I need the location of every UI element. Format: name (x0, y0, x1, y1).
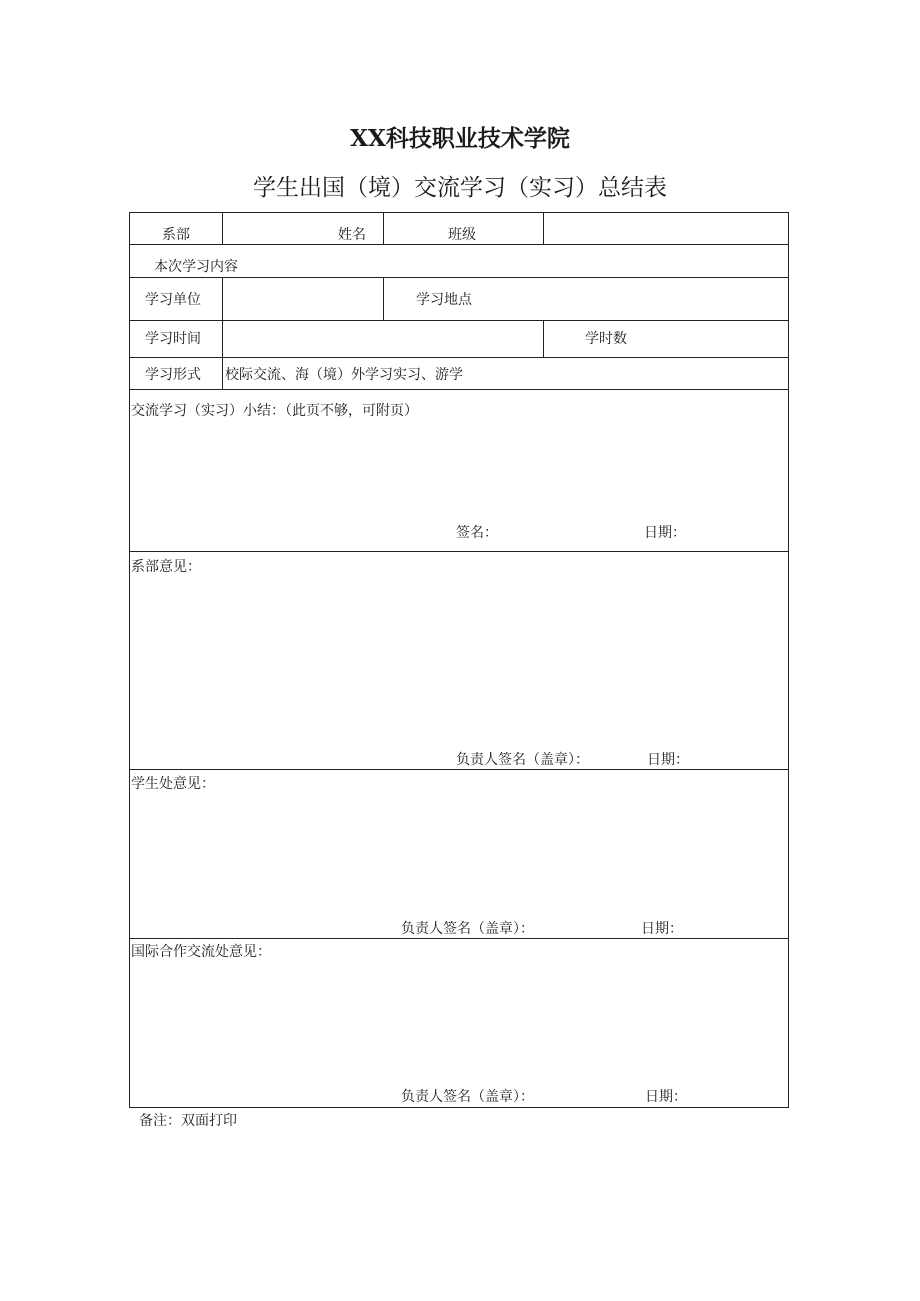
row-divider (129, 938, 789, 939)
student-office-opinion-area (131, 795, 787, 915)
class-label: 班级 (448, 227, 476, 243)
row-divider (129, 769, 789, 770)
department-label: 系部 (162, 227, 190, 243)
study-mode-value: 校际交流、海（境）外学习实习、游学 (225, 367, 463, 383)
student-office-date-label: 日期： (641, 921, 683, 937)
summary-date-label: 日期： (644, 525, 686, 541)
student-office-opinion-heading: 学生处意见： (131, 776, 215, 792)
intl-office-opinion-area (131, 963, 787, 1078)
study-hours-label: 学时数 (585, 331, 627, 347)
form-title: 学生出国（境）交流学习（实习）总结表 (253, 175, 667, 201)
row-divider (129, 244, 789, 245)
study-location-label: 学习地点 (416, 292, 472, 308)
department-date-label: 日期： (647, 752, 689, 768)
study-unit-label: 学习单位 (145, 292, 201, 308)
row-divider (129, 551, 789, 552)
study-content-label: 本次学习内容 (154, 259, 238, 275)
study-hours-field (640, 321, 788, 357)
intl-office-opinion-heading: 国际合作交流处意见： (131, 944, 271, 960)
department-opinion-area (131, 578, 787, 743)
column-divider (383, 277, 384, 320)
study-time-field (223, 321, 543, 357)
summary-sign-label: 签名： (456, 525, 498, 541)
school-name: XX科技职业技术学院 (350, 125, 570, 152)
study-mode-label: 学习形式 (145, 367, 201, 383)
footer-note: 备注：双面打印 (139, 1113, 237, 1129)
row-divider (129, 389, 789, 390)
student-office-sign-label: 负责人签名（盖章）： (401, 921, 534, 937)
study-time-label: 学习时间 (145, 331, 201, 347)
intl-office-date-label: 日期： (645, 1089, 687, 1105)
department-opinion-heading: 系部意见： (131, 559, 201, 575)
column-divider (543, 320, 544, 357)
intl-office-sign-label: 负责人签名（盖章）： (401, 1089, 534, 1105)
department-sign-label: 负责人签名（盖章）： (456, 752, 589, 768)
summary-heading: 交流学习（实习）小结：（此页不够，可附页） (131, 403, 418, 419)
summary-text-area (131, 422, 787, 518)
study-location-field (480, 278, 788, 320)
row-divider (129, 357, 789, 358)
class-field (544, 213, 788, 244)
name-label: 姓名 (338, 227, 366, 243)
study-unit-field (223, 278, 383, 320)
